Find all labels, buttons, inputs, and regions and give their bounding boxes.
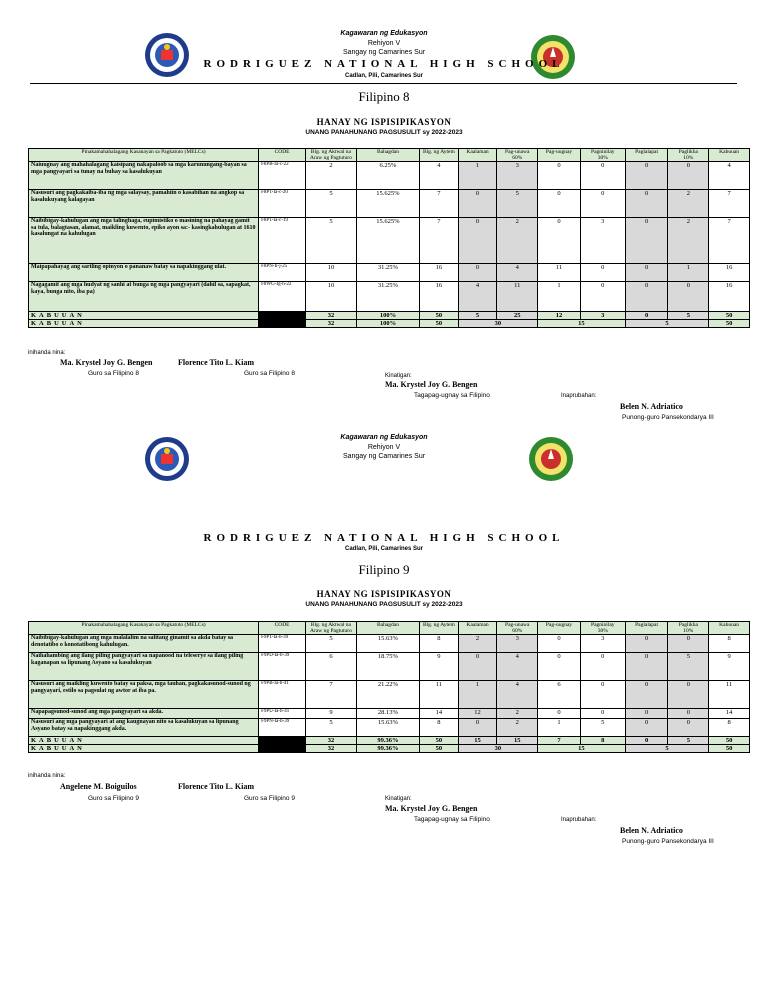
c5-cell: 0	[625, 709, 668, 719]
items-cell: 9	[420, 653, 459, 681]
total-items: 50	[420, 737, 459, 745]
total-c4: 3	[580, 312, 625, 320]
total-c2: 15	[497, 737, 538, 745]
c6-cell: 5	[668, 653, 709, 681]
table-row	[29, 653, 750, 681]
group-30: 15	[538, 745, 626, 753]
org-line2: Rehiyon V	[367, 40, 401, 47]
table-row	[29, 681, 750, 709]
c3-cell: 0	[538, 635, 581, 653]
col-days: Blg. ng Aktwal na Araw ng Pagtuturo	[305, 622, 356, 635]
total-cell: 8	[709, 719, 750, 737]
c5-cell: 0	[625, 162, 668, 190]
percent-cell: 15.63%	[356, 635, 419, 653]
preparer1-name: Ma. Krystel Joy G. Bengen	[60, 358, 153, 367]
c5-cell: 0	[625, 719, 668, 737]
noted-name: Ma. Krystel Joy G. Bengen	[385, 380, 478, 389]
melc-cell: Nagagamit ang mga hudyat ng sanhi at bunga ng mga pangyayari (dahil sa, sapagkat, kaya, bunga nito, iba pa)	[29, 282, 259, 312]
c4-cell: 3	[580, 635, 625, 653]
preparer1-role: Guro sa Filipino 8	[88, 370, 139, 377]
table-row	[29, 264, 750, 282]
melc-cell: Naibibigay-kahulugan ang mga talinghaga, eupimistiko o masining na pahayag gamit sa tula, balagtasan, alamat, maikling kuwento, epiko ayon sa:- kasingkahulugan at 1610 kasalungat na kahulugan	[29, 218, 259, 264]
approved-role: Punong-guro Pansekondarya III	[622, 414, 714, 421]
c5-cell: 0	[625, 653, 668, 681]
total-items: 50	[420, 745, 459, 753]
total-cell: 14	[709, 709, 750, 719]
pct: 30%	[597, 155, 608, 161]
approved-label: Inaprubahan:	[561, 393, 597, 399]
total-c5: 0	[625, 312, 668, 320]
group-60: 30	[458, 320, 537, 328]
days-cell: 2	[305, 162, 356, 190]
items-cell: 7	[420, 190, 459, 218]
label: Pagninilay	[591, 622, 615, 628]
c2-cell: 4	[497, 653, 538, 681]
c3-cell: 0	[538, 653, 581, 681]
c2-cell: 4	[497, 681, 538, 709]
col-code: CODE	[259, 149, 306, 162]
org-line1: Kagawaran ng Edukasyon	[340, 434, 428, 441]
col-kabuuan: Kabuuan	[709, 622, 750, 635]
approved-name: Belen N. Adriatico	[620, 826, 683, 835]
c6-cell: 0	[668, 635, 709, 653]
total-percent: 100%	[356, 312, 419, 320]
col-pagninilay	[580, 622, 625, 635]
pct: 60%	[512, 155, 523, 161]
melc-cell: Nasusuri ang maikling kuwento batay sa paksa, mga tauhan, pagkakasunod-sunod ng pangyayari, estilo sa pagsulat ng awtor at iba pa.	[29, 681, 259, 709]
total-c3: 12	[538, 312, 581, 320]
total-cell: 4	[709, 162, 750, 190]
c6-cell: 2	[668, 218, 709, 264]
total-c5: 0	[625, 737, 668, 745]
pct: 10%	[683, 628, 694, 634]
total-label: KABUUAN	[29, 737, 259, 745]
c1-cell: 0	[458, 653, 497, 681]
total-days: 32	[305, 312, 356, 320]
noted-role: Tagapag-ugnay sa Filipino	[414, 392, 490, 399]
c5-cell: 0	[625, 264, 668, 282]
total-label: KABUUAN	[29, 312, 259, 320]
total-row-grouped	[29, 745, 750, 753]
c4-cell: 0	[580, 681, 625, 709]
noted-label: Kinatigan:	[385, 796, 412, 802]
c2-cell: 2	[497, 719, 538, 737]
approved-label: Inaprubahan:	[561, 817, 597, 823]
code-cell: F9PB-Ia-b-41	[259, 681, 306, 709]
percent-cell: 15.63%	[356, 719, 419, 737]
col-pagninilay	[580, 149, 625, 162]
c1-cell: 4	[458, 282, 497, 312]
code-cell: F9PU-Ia-b-41	[259, 709, 306, 719]
percent-cell: 18.75%	[356, 653, 419, 681]
c3-cell: 6	[538, 681, 581, 709]
org-line3: Sangay ng Camarines Sur	[342, 49, 426, 56]
blank-cell	[259, 745, 306, 753]
code-cell: F8PT-Ia-c-19	[259, 218, 306, 264]
c3-cell: 0	[538, 162, 581, 190]
col-pagunawa	[497, 622, 538, 635]
total-cell: 8	[709, 635, 750, 653]
code-cell: F9PD-Ia-b-39	[259, 653, 306, 681]
code-cell: F8PN-Ii-j-25	[259, 264, 306, 282]
subject-title: Filipino 9	[358, 562, 410, 577]
org-line2: Rehiyon V	[367, 444, 401, 451]
c2-cell: 5	[497, 190, 538, 218]
group-10: 5	[625, 745, 709, 753]
org-line3: Sangay ng Camarines Sur	[342, 453, 426, 460]
preparer1-role: Guro sa Filipino 9	[88, 795, 139, 802]
label: Paglikha	[678, 622, 698, 628]
table-title: HANAY NG ISPISIPIKASYON	[316, 117, 452, 127]
c2-cell: 2	[497, 218, 538, 264]
total-items: 50	[420, 312, 459, 320]
code-cell: F9PT-Ia-b-39	[259, 635, 306, 653]
group-60: 30	[458, 745, 537, 753]
percent-cell: 15.625%	[356, 190, 419, 218]
noted-name: Ma. Krystel Joy G. Bengen	[385, 804, 478, 813]
table-row	[29, 719, 750, 737]
preparer2-name: Florence Tito L. Kiam	[178, 358, 254, 367]
items-cell: 11	[420, 681, 459, 709]
c5-cell: 0	[625, 681, 668, 709]
spec-table-1	[28, 148, 750, 328]
org-line1: Kagawaran ng Edukasyon	[340, 30, 428, 37]
c6-cell: 0	[668, 719, 709, 737]
col-percent: Bahagdan	[356, 622, 419, 635]
total-c6: 5	[668, 312, 709, 320]
preparer2-role: Guro sa Filipino 9	[244, 795, 295, 802]
c6-cell: 1	[668, 264, 709, 282]
c4-cell: 3	[580, 218, 625, 264]
days-cell: 7	[305, 681, 356, 709]
c1-cell: 0	[458, 190, 497, 218]
pct: 10%	[683, 155, 694, 161]
total-sum: 50	[709, 320, 750, 328]
total-row	[29, 737, 750, 745]
days-cell: 9	[305, 709, 356, 719]
c1-cell: 1	[458, 681, 497, 709]
approved-role: Punong-guro Pansekondarya III	[622, 838, 714, 845]
blank-cell	[259, 312, 306, 320]
percent-cell: 28.13%	[356, 709, 419, 719]
noted-role: Tagapag-ugnay sa Filipino	[414, 816, 490, 823]
total-sum: 50	[709, 745, 750, 753]
items-cell: 8	[420, 635, 459, 653]
items-cell: 16	[420, 282, 459, 312]
table-row	[29, 190, 750, 218]
col-kabuuan: Kabuuan	[709, 149, 750, 162]
days-cell: 5	[305, 719, 356, 737]
code-cell: F8PT-Ia-c-20	[259, 190, 306, 218]
c5-cell: 0	[625, 218, 668, 264]
subject-title: Filipino 8	[358, 89, 410, 104]
c3-cell: 11	[538, 264, 581, 282]
total-cell: 16	[709, 264, 750, 282]
c1-cell: 0	[458, 218, 497, 264]
col-pagunawa	[497, 149, 538, 162]
col-kaalaman: Kaalaman	[458, 149, 497, 162]
days-cell: 10	[305, 264, 356, 282]
approved-name: Belen N. Adriatico	[620, 402, 683, 411]
code-cell: F9PN-Ia-b-39	[259, 719, 306, 737]
items-cell: 4	[420, 162, 459, 190]
c6-cell: 0	[668, 681, 709, 709]
c4-cell: 5	[580, 719, 625, 737]
total-row-grouped	[29, 320, 750, 328]
label: Pag-unawa	[505, 622, 530, 628]
days-cell: 5	[305, 635, 356, 653]
percent-cell: 31.25%	[356, 264, 419, 282]
spec-table-2	[28, 621, 750, 753]
total-cell: 11	[709, 681, 750, 709]
c4-cell: 0	[580, 709, 625, 719]
melc-cell: Naibibigay-kahulugan ang mga malalalim na salitang ginamit sa akda batay sa denotatibo o konotatibong kahulugan.	[29, 635, 259, 653]
total-cell: 9	[709, 653, 750, 681]
c5-cell: 0	[625, 282, 668, 312]
c2-cell: 2	[497, 709, 538, 719]
melc-cell: Napapagsunod-sunod ang mga pangyayari sa akda.	[29, 709, 259, 719]
c2-cell: 3	[497, 635, 538, 653]
header-row	[29, 149, 750, 162]
c1-cell: 0	[458, 719, 497, 737]
prepared-label: inihanda nina:	[28, 773, 66, 779]
col-paglalapat: Paglalapat	[625, 149, 668, 162]
school-address: Cadlan, Pili, Camarines Sur	[344, 73, 424, 79]
total-cell: 16	[709, 282, 750, 312]
group-30: 15	[538, 320, 626, 328]
col-melc: Pinakamahahalagang Kasanayan sa Pagkatuto (MELCs)	[29, 149, 259, 162]
c1-cell: 0	[458, 264, 497, 282]
header-row	[29, 622, 750, 635]
table-row	[29, 709, 750, 719]
c3-cell: 0	[538, 709, 581, 719]
blank-cell	[259, 737, 306, 745]
label: Pagninilay	[591, 149, 615, 155]
total-percent: 100%	[356, 320, 419, 328]
total-c1: 15	[458, 737, 497, 745]
total-sum: 50	[709, 312, 750, 320]
school-name: RODRIGUEZ NATIONAL HIGH SCHOOL	[203, 532, 565, 544]
c5-cell: 0	[625, 190, 668, 218]
c6-cell: 0	[668, 162, 709, 190]
col-paguugnay: Pag-uugnay	[538, 622, 581, 635]
col-percent: Bahagdan	[356, 149, 419, 162]
blank-cell	[259, 320, 306, 328]
table-title: HANAY NG ISPISIPIKASYON	[316, 589, 452, 599]
table-subtitle: UNANG PANAHUNANG PAGSUSULIT sy 2022-2023	[305, 601, 463, 608]
col-paglikha	[668, 149, 709, 162]
c4-cell: 0	[580, 162, 625, 190]
school-name: RODRIGUEZ NATIONAL HIGH SCHOOL	[203, 58, 565, 70]
melc-cell: Naiuugnay ang mahahalagang kaisipang nakapaloob sa mga karunungang-bayan sa mga pangyayari sa tunay na buhay sa kasalukuyan	[29, 162, 259, 190]
label: Paglikha	[678, 149, 698, 155]
col-paguugnay: Pag-uugnay	[538, 149, 581, 162]
total-label: KABUUAN	[29, 745, 259, 753]
header-divider	[30, 83, 737, 84]
col-kaalaman: Kaalaman	[458, 622, 497, 635]
group-10: 5	[625, 320, 709, 328]
days-cell: 5	[305, 218, 356, 264]
table-row	[29, 282, 750, 312]
label: Pag-unawa	[505, 149, 530, 155]
total-cell: 7	[709, 218, 750, 264]
col-paglalapat: Paglalapat	[625, 622, 668, 635]
total-cell: 7	[709, 190, 750, 218]
items-cell: 16	[420, 264, 459, 282]
total-c2: 25	[497, 312, 538, 320]
total-items: 50	[420, 320, 459, 328]
total-days: 32	[305, 320, 356, 328]
c1-cell: 1	[458, 162, 497, 190]
days-cell: 5	[305, 190, 356, 218]
preparer1-name: Angelene M. Boiguilos	[60, 782, 137, 791]
table-subtitle: UNANG PANAHUNANG PAGSUSULIT sy 2022-2023	[305, 129, 463, 136]
total-c6: 5	[668, 737, 709, 745]
table-row	[29, 635, 750, 653]
total-row	[29, 312, 750, 320]
code-cell: F8WG-Ig-h-22	[259, 282, 306, 312]
preparer2-role: Guro sa Filipino 8	[244, 370, 295, 377]
melc-cell: Maipapahayag ang sariling opinyon o pananaw batay sa napakinggang ulat.	[29, 264, 259, 282]
total-percent: 99.36%	[356, 737, 419, 745]
total-days: 32	[305, 745, 356, 753]
percent-cell: 31.25%	[356, 282, 419, 312]
c4-cell: 0	[580, 264, 625, 282]
pct: 60%	[512, 628, 523, 634]
c4-cell: 0	[580, 282, 625, 312]
total-label: KABUUAN	[29, 320, 259, 328]
c5-cell: 0	[625, 635, 668, 653]
c3-cell: 0	[538, 218, 581, 264]
c6-cell: 0	[668, 709, 709, 719]
c4-cell: 0	[580, 653, 625, 681]
c2-cell: 11	[497, 282, 538, 312]
c3-cell: 1	[538, 282, 581, 312]
days-cell: 10	[305, 282, 356, 312]
melc-cell: Nasusuri ang pagkakaiba-iba ng mga salaysay, pamahiin o kasabihan na angkop sa kasalukuyang kalagayan	[29, 190, 259, 218]
total-c4: 8	[580, 737, 625, 745]
items-cell: 8	[420, 719, 459, 737]
c2-cell: 4	[497, 264, 538, 282]
items-cell: 7	[420, 218, 459, 264]
table-row	[29, 162, 750, 190]
prepared-label: inihanda nina:	[28, 350, 66, 356]
percent-cell: 21.22%	[356, 681, 419, 709]
total-c3: 7	[538, 737, 581, 745]
c1-cell: 2	[458, 635, 497, 653]
c2-cell: 3	[497, 162, 538, 190]
col-code: CODE	[259, 622, 306, 635]
days-cell: 6	[305, 653, 356, 681]
total-percent: 99.36%	[356, 745, 419, 753]
preparer2-name: Florence Tito L. Kiam	[178, 782, 254, 791]
pct: 30%	[597, 628, 608, 634]
c6-cell: 0	[668, 282, 709, 312]
col-paglikha	[668, 622, 709, 635]
percent-cell: 6.25%	[356, 162, 419, 190]
code-cell: F8PB-Ia-c-22	[259, 162, 306, 190]
col-days: Blg. ng Aktwal na Araw ng Pagtuturo	[305, 149, 356, 162]
melc-cell: Naihahambing ang ilang piling pangyayari sa napanood na teleserye sa ilang piling kaganapan sa lipunang Asyano sa kasalukuyan	[29, 653, 259, 681]
c3-cell: 0	[538, 190, 581, 218]
total-days: 32	[305, 737, 356, 745]
c1-cell: 12	[458, 709, 497, 719]
c6-cell: 2	[668, 190, 709, 218]
col-items: Blg. ng Aytem	[420, 149, 459, 162]
total-sum: 50	[709, 737, 750, 745]
percent-cell: 15.625%	[356, 218, 419, 264]
total-c1: 5	[458, 312, 497, 320]
melc-cell: Nasusuri ang mga pangyayari at ang kaugnayan nito sa kasalukuyan sa lipunang Asyano batay sa napakinggang akda.	[29, 719, 259, 737]
c3-cell: 1	[538, 719, 581, 737]
items-cell: 14	[420, 709, 459, 719]
table-row	[29, 218, 750, 264]
col-items: Blg. ng Aytem	[420, 622, 459, 635]
col-melc: Pinakamahahalagang Kasanayan sa Pagkatuto (MELCs)	[29, 622, 259, 635]
school-address: Cadlan, Pili, Camarines Sur	[344, 546, 424, 552]
c4-cell: 0	[580, 190, 625, 218]
noted-label: Kinatigan:	[385, 373, 412, 379]
